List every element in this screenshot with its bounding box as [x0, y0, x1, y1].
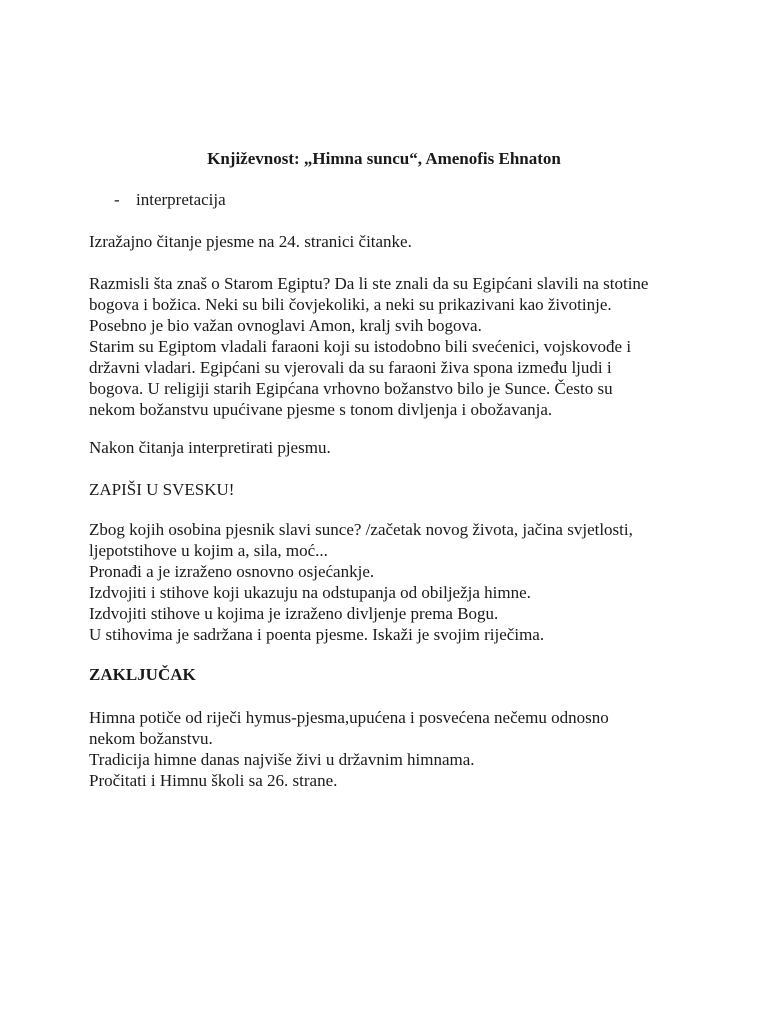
- paragraph-line: Posebno je bio važan ovnoglavi Amon, kralj svih bogova.: [89, 316, 482, 335]
- after-reading-line: Nakon čitanja interpretirati pjesmu.: [89, 438, 331, 457]
- egypt-paragraph: [89, 273, 689, 420]
- question-line: U stihovima je sadržana i poenta pjesme. Iskaži je svojim riječima.: [89, 625, 545, 644]
- conclusion-line: nekom božanstvu.: [89, 729, 213, 748]
- bullet-text: interpretacija: [136, 190, 226, 209]
- paragraph-line: Razmisli šta znaš o Starom Egiptu? Da li ste znali da su Egipćani slavili na stotine: [89, 274, 649, 293]
- write-note-line: ZAPIŠI U SVESKU!: [89, 480, 235, 499]
- conclusion-paragraph: [89, 707, 689, 791]
- question-line: Pronađi a je izraženo osnovno osjećankje.: [89, 562, 375, 581]
- conclusion-heading-block: [89, 664, 689, 685]
- question-line: Zbog kojih osobina pjesnik slavi sunce? /začetak novog života, jačina svjetlosti,: [89, 520, 633, 539]
- question-line: ljepotstihove u kojim a, sila, moć...: [89, 541, 328, 560]
- conclusion-line: Tradicija himne danas najviše živi u državnim himnama.: [89, 750, 475, 769]
- bullet-item: [114, 189, 226, 210]
- intro-line: Izražajno čitanje pjesme na 24. stranici čitanke.: [89, 232, 412, 251]
- question-line: Izdvojiti i stihove koji ukazuju na odstupanja od obilježja himne.: [89, 583, 531, 602]
- conclusion-line: Pročitati i Himnu školi sa 26. strane.: [89, 771, 338, 790]
- intro-paragraph: [89, 231, 689, 252]
- document-title: Književnost: „Himna suncu“, Amenofis Ehnaton: [207, 149, 561, 168]
- paragraph-line: bogova i božica. Neki su bili čovjekoliki, a neki su prikazivani kao životinje.: [89, 295, 612, 314]
- questions-paragraph: [89, 519, 689, 645]
- paragraph-line: nekom božanstvu upućivane pjesme s tonom divljenja i obožavanja.: [89, 400, 553, 419]
- question-line: Izdvojiti stihove u kojima je izraženo divljenje prema Bogu.: [89, 604, 499, 623]
- write-note-paragraph: [89, 479, 689, 500]
- paragraph-line: državni vladari. Egipćani su vjerovali da su faraoni živa spona između ljudi i: [89, 358, 612, 377]
- conclusion-line: Himna potiče od riječi hymus-pjesma,upućena i posvećena nečemu odnosno: [89, 708, 609, 727]
- paragraph-line: Starim su Egiptom vladali faraoni koji su istodobno bili svećenici, vojskovođe i: [89, 337, 632, 356]
- paragraph-line: bogova. U religiji starih Egipćana vrhovno božanstvo bilo je Sunce. Često su: [89, 379, 613, 398]
- after-reading-paragraph: [89, 437, 689, 458]
- bullet-marker: -: [114, 190, 120, 209]
- conclusion-heading: ZAKLJUČAK: [89, 665, 196, 684]
